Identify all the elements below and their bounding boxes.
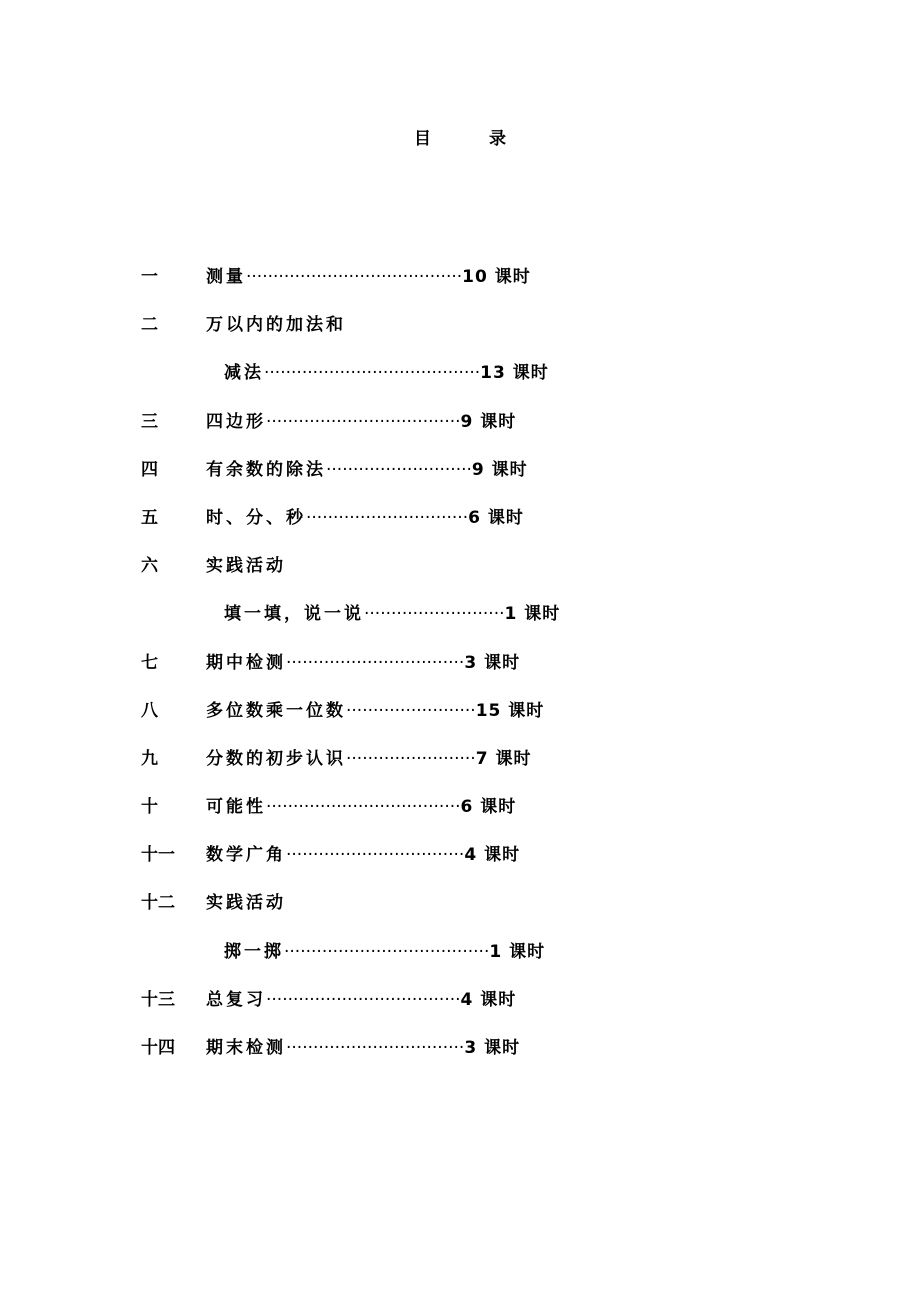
toc-entry-line: [206, 698, 544, 724]
chapter-title: 万以内的加法和: [206, 315, 346, 336]
lesson-count: 7 课时: [475, 748, 532, 769]
toc-entry: [0, 698, 920, 746]
chapter-title: 有余数的除法: [206, 459, 326, 480]
chapter-number: 七: [141, 652, 158, 673]
toc-entry-line: [206, 505, 524, 531]
dot-leader: ······························: [306, 507, 469, 528]
toc-entry-line: [206, 842, 520, 868]
lesson-count: 3 课时: [464, 652, 521, 673]
toc-entry: [0, 987, 920, 1035]
chapter-title: 减法: [224, 363, 264, 384]
dot-leader: ·································: [286, 652, 465, 673]
toc-entry: [0, 505, 920, 553]
chapter-title: 填一填，说一说: [224, 604, 364, 625]
lesson-count: 3 课时: [464, 1038, 521, 1058]
toc-entry: [0, 601, 920, 649]
chapter-number: 十二: [141, 893, 175, 914]
toc-entry-line: [206, 312, 346, 338]
chapter-number: 十三: [141, 989, 175, 1010]
chapter-title: 期中检测: [206, 652, 286, 673]
toc-entry-line: [206, 890, 286, 916]
lesson-count: 4 课时: [460, 989, 517, 1010]
toc-entry: [0, 794, 920, 842]
lesson-count: 9 课时: [471, 459, 528, 480]
chapter-title: 多位数乘一位数: [206, 700, 346, 721]
dot-leader: ························: [346, 748, 476, 769]
chapter-number: 八: [141, 700, 158, 721]
chapter-number: 十一: [141, 845, 175, 866]
dot-leader: ····································: [266, 989, 461, 1010]
lesson-count: 4 课时: [464, 845, 521, 866]
dot-leader: ························: [346, 700, 476, 721]
toc-entry-line: [206, 409, 516, 435]
toc-entry-line: [206, 987, 516, 1013]
chapter-title: 实践活动: [206, 556, 286, 577]
toc-entry: [0, 409, 920, 457]
toc-entry: [0, 312, 920, 360]
lesson-count: 1 课时: [489, 941, 546, 962]
dot-leader: ······································: [284, 941, 490, 962]
chapter-number: 二: [141, 315, 158, 336]
lesson-count: 13 课时: [480, 363, 549, 384]
chapter-number: 九: [141, 748, 158, 769]
toc-entry: [0, 842, 920, 890]
toc-entry: [0, 746, 920, 794]
lesson-count: 6 课时: [468, 507, 524, 528]
chapter-title: 实践活动: [206, 893, 286, 914]
lesson-count: 10 课时: [462, 267, 531, 287]
chapter-title: 期末检测: [206, 1038, 286, 1058]
toc-entry-line: [206, 794, 516, 820]
chapter-number: 十四: [141, 1038, 175, 1058]
dot-leader: ·································: [286, 1038, 465, 1058]
toc-entry-line: [206, 650, 520, 676]
dot-leader: ···························: [326, 459, 472, 480]
page-title: 目 录: [414, 129, 532, 149]
toc-entry-line: [224, 601, 560, 627]
lesson-count: 1 课时: [504, 604, 561, 625]
toc-entry-line: [224, 360, 549, 386]
toc-entry-line: [206, 553, 286, 579]
table-of-contents: [0, 264, 920, 1083]
toc-entry: [0, 264, 920, 312]
lesson-count: 15 课时: [475, 700, 545, 721]
chapter-title: 可能性: [206, 797, 266, 818]
chapter-title: 时、分、秒: [206, 507, 306, 528]
toc-entry: [0, 457, 920, 505]
chapter-number: 十: [141, 797, 158, 818]
chapter-title: 测量: [206, 267, 246, 287]
lesson-count: 6 课时: [460, 797, 517, 818]
chapter-number: 三: [141, 411, 158, 432]
dot-leader: ········································: [246, 267, 463, 287]
chapter-number: 一: [141, 267, 158, 287]
toc-entry: [0, 890, 920, 938]
dot-leader: ····································: [266, 797, 461, 818]
dot-leader: ·································: [286, 845, 465, 866]
toc-entry: [0, 553, 920, 601]
toc-entry: [0, 650, 920, 698]
toc-entry-line: [224, 939, 545, 965]
chapter-title: 掷一掷: [224, 941, 284, 962]
toc-entry: [0, 939, 920, 987]
toc-entry-line: [206, 457, 528, 483]
dot-leader: ··························: [364, 604, 505, 625]
dot-leader: ····································: [266, 411, 461, 432]
toc-entry-line: [206, 1035, 520, 1061]
toc-entry: [0, 1035, 920, 1083]
toc-entry-line: [206, 746, 531, 772]
chapter-title: 总复习: [206, 989, 266, 1010]
chapter-title: 数学广角: [206, 845, 286, 866]
chapter-title: 四边形: [206, 411, 266, 432]
toc-entry-line: [206, 264, 531, 290]
chapter-number: 四: [141, 459, 158, 480]
toc-entry: [0, 360, 920, 408]
dot-leader: ········································: [264, 363, 481, 384]
lesson-count: 9 课时: [460, 411, 517, 432]
chapter-number: 六: [141, 556, 158, 577]
chapter-title: 分数的初步认识: [206, 748, 346, 769]
chapter-number: 五: [141, 507, 158, 528]
